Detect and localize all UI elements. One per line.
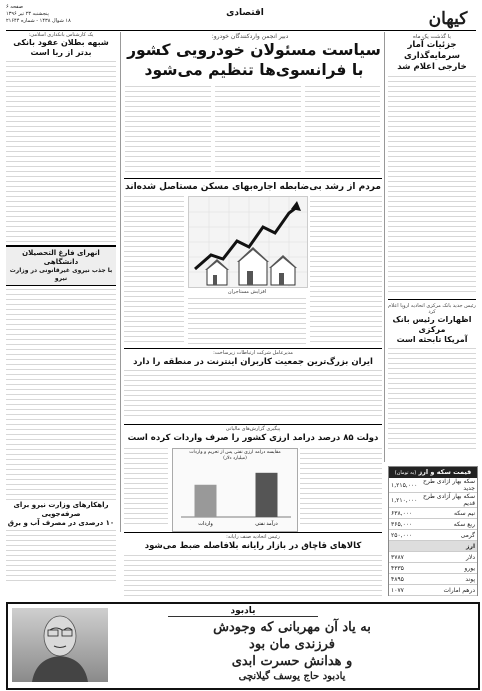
housing-title: مردم از رشد بی‌ضابطه اجاره‌بهای مسکن مستاصل شده‌اند <box>125 182 381 192</box>
housing-caption: افزایش مستاجران <box>227 289 267 295</box>
story1-kicker: با گذشت یک ماه <box>413 34 451 40</box>
lead-headline-line2: با فرانسوی‌ها تنظیم می‌شود <box>144 61 364 79</box>
price-unit: (به تومان) <box>394 470 417 476</box>
memorial-header: یادبود <box>168 606 318 617</box>
left-story2-title-line2: با جذب نیروی غیرقانونی در وزارت نیرو <box>9 267 113 282</box>
oil-kicker: پیگیری گزارش‌های مالیاتی <box>225 426 281 432</box>
left-story1-title-line2: بدتر از ربا است <box>30 48 92 57</box>
rising-arrow-houses-image <box>189 197 307 287</box>
category-label: درآمد نفتی <box>255 521 278 527</box>
lead-body-col1 <box>305 86 380 176</box>
price-label: ربع سکه <box>419 519 477 530</box>
left-story1-title-line1: شبهه بطلان عقود بانکی <box>13 38 109 47</box>
memorial-portrait <box>12 608 108 682</box>
housing-illustration <box>188 196 308 288</box>
housing-body-under-image <box>188 298 306 346</box>
bar <box>195 485 217 517</box>
lead-headline-line1: سیاست مسئولان خودرویی کشور <box>127 41 381 59</box>
left-story1-kicker: یک کارشناس بانکداری اسلامی: <box>28 32 94 38</box>
price-row <box>389 493 477 508</box>
housing-body-right <box>310 196 382 346</box>
price-value: ۴۳۳۵ <box>389 563 419 574</box>
oil-body-right <box>300 448 382 528</box>
price-row <box>389 585 477 596</box>
section-title: اقتصادی <box>226 8 264 18</box>
price-row <box>389 552 477 563</box>
price-value: ۱۰۷۷ <box>389 585 419 596</box>
memorial-line3: و هدانش حسرت ابدی <box>231 654 353 669</box>
memorial-line1: به یاد آن مهربانی که وجودش <box>213 620 371 635</box>
left-story2-title-line1: انهرای فارغ التحصیلان دانشگاهی <box>22 249 100 266</box>
price-value: ۱,۲۱۰,۰۰۰ <box>389 493 419 508</box>
oil-chart-plot <box>175 461 297 527</box>
logo-text: کیهان <box>428 9 468 29</box>
oil-chart-unit: (میلیارد دلار) <box>223 456 247 461</box>
story1-body <box>388 76 476 296</box>
internet-kicker: مدیرعامل شرکت ارتباطات زیرساخت: <box>213 350 293 356</box>
price-box-header <box>389 467 477 478</box>
oil-title: دولت ۸۵ درصد درامد ارزی کشور را صرف واردات کرده است <box>127 433 379 443</box>
lead-kicker: دبیر انجمن واردکنندگان خودرو: <box>211 33 289 40</box>
category-label: واردات <box>198 521 213 527</box>
memorial-ad <box>6 602 480 690</box>
left-story2-box <box>6 245 116 286</box>
issue-page: صفحه ۶ <box>6 4 23 10</box>
oil-chart <box>172 448 298 532</box>
left-story3-title-line1: راهکارهای وزارت نیرو برای صرفه‌جویی <box>13 501 109 518</box>
price-value: ۳۷۸۷ <box>389 552 419 563</box>
issue-info <box>6 4 96 25</box>
price-row <box>389 508 477 519</box>
price-box <box>388 466 478 596</box>
price-row <box>389 563 477 574</box>
story2-title-line1: اظهارات رئیس بانک مرکزی <box>392 315 472 334</box>
left-story2-body <box>6 289 116 501</box>
price-value: ۴۸۹۵ <box>389 574 419 585</box>
right-column <box>388 34 476 464</box>
left-story3-body <box>6 530 116 582</box>
story2-title-line2: آمریکا تابحثه است <box>396 335 468 344</box>
price-value: ۶۳۸,۰۰۰ <box>389 508 419 519</box>
left-column <box>6 32 116 532</box>
price-label: نیم سکه <box>419 508 477 519</box>
price-row <box>389 478 477 493</box>
price-row <box>389 541 477 552</box>
bar <box>256 473 278 517</box>
lead-body-col2 <box>215 86 301 176</box>
price-value: ۳۶۵,۰۰۰ <box>389 519 419 530</box>
issue-number: ۱۸ شوال ۱۴۳۸ - شماره ۲۱۶۴۴ <box>6 18 71 24</box>
story1-title-line1: جزئیات آمار سرمایه‌گذاری <box>404 40 460 61</box>
left-story1-body <box>6 61 116 243</box>
bottom-body <box>124 555 382 599</box>
price-label: ارز <box>419 541 477 552</box>
price-table <box>389 478 477 596</box>
price-label: گرمی <box>419 530 477 541</box>
internet-body <box>124 370 382 420</box>
price-label: دلار <box>419 552 477 563</box>
price-value <box>389 541 419 552</box>
housing-body-left <box>124 196 184 346</box>
memorial-line2: فرزندی مان بود <box>249 637 335 652</box>
price-value: ۱,۲۱۵,۰۰۰ <box>389 478 419 493</box>
oil-chart-title: مقایسه درامد ارزی نفتی پس از تحریم و واردات <box>189 450 281 455</box>
price-row <box>389 574 477 585</box>
bottom-title: کالاهای قاچاق در بازار رایانه بلافاصله ضبط می‌شود <box>144 541 362 551</box>
price-label: یورو <box>419 563 477 574</box>
internet-title: ایران بزرگ‌ترین جمعیت کاربران اینترنت در منطقه را دارد <box>133 357 373 367</box>
price-label: پوند <box>419 574 477 585</box>
price-title: قیمت سکه و ارز <box>418 468 472 476</box>
story1-title-line2: خارجی اعلام شد <box>397 62 467 72</box>
issue-date: پنجشنبه ۲۳ تیر ۱۳۹۶ <box>6 11 49 17</box>
lead-body-col3 <box>125 86 211 176</box>
bottom-kicker: رئیس اتحادیه صنف رایانه: <box>226 534 280 540</box>
price-label: سکه بهار آزادی طرح قدیم <box>419 493 477 508</box>
price-label: درهم امارات <box>419 585 477 596</box>
portrait-image <box>12 608 108 682</box>
price-row <box>389 530 477 541</box>
story2-body <box>388 348 476 453</box>
story2-kicker: رئیس جدید بانک مرکزی اتحادیه اروپا اعلام کرد <box>388 303 476 315</box>
price-row <box>389 519 477 530</box>
oil-body-left <box>124 448 168 528</box>
memorial-line4: یادبود حاج یوسف گیلانچی <box>238 671 346 682</box>
price-label: سکه بهار آزادی طرح جدید <box>419 478 477 493</box>
price-value: ۲۵۰,۰۰۰ <box>389 530 419 541</box>
left-story3-title-line2: ۱۰ درصدی در مصرف آب و برق <box>7 519 115 527</box>
